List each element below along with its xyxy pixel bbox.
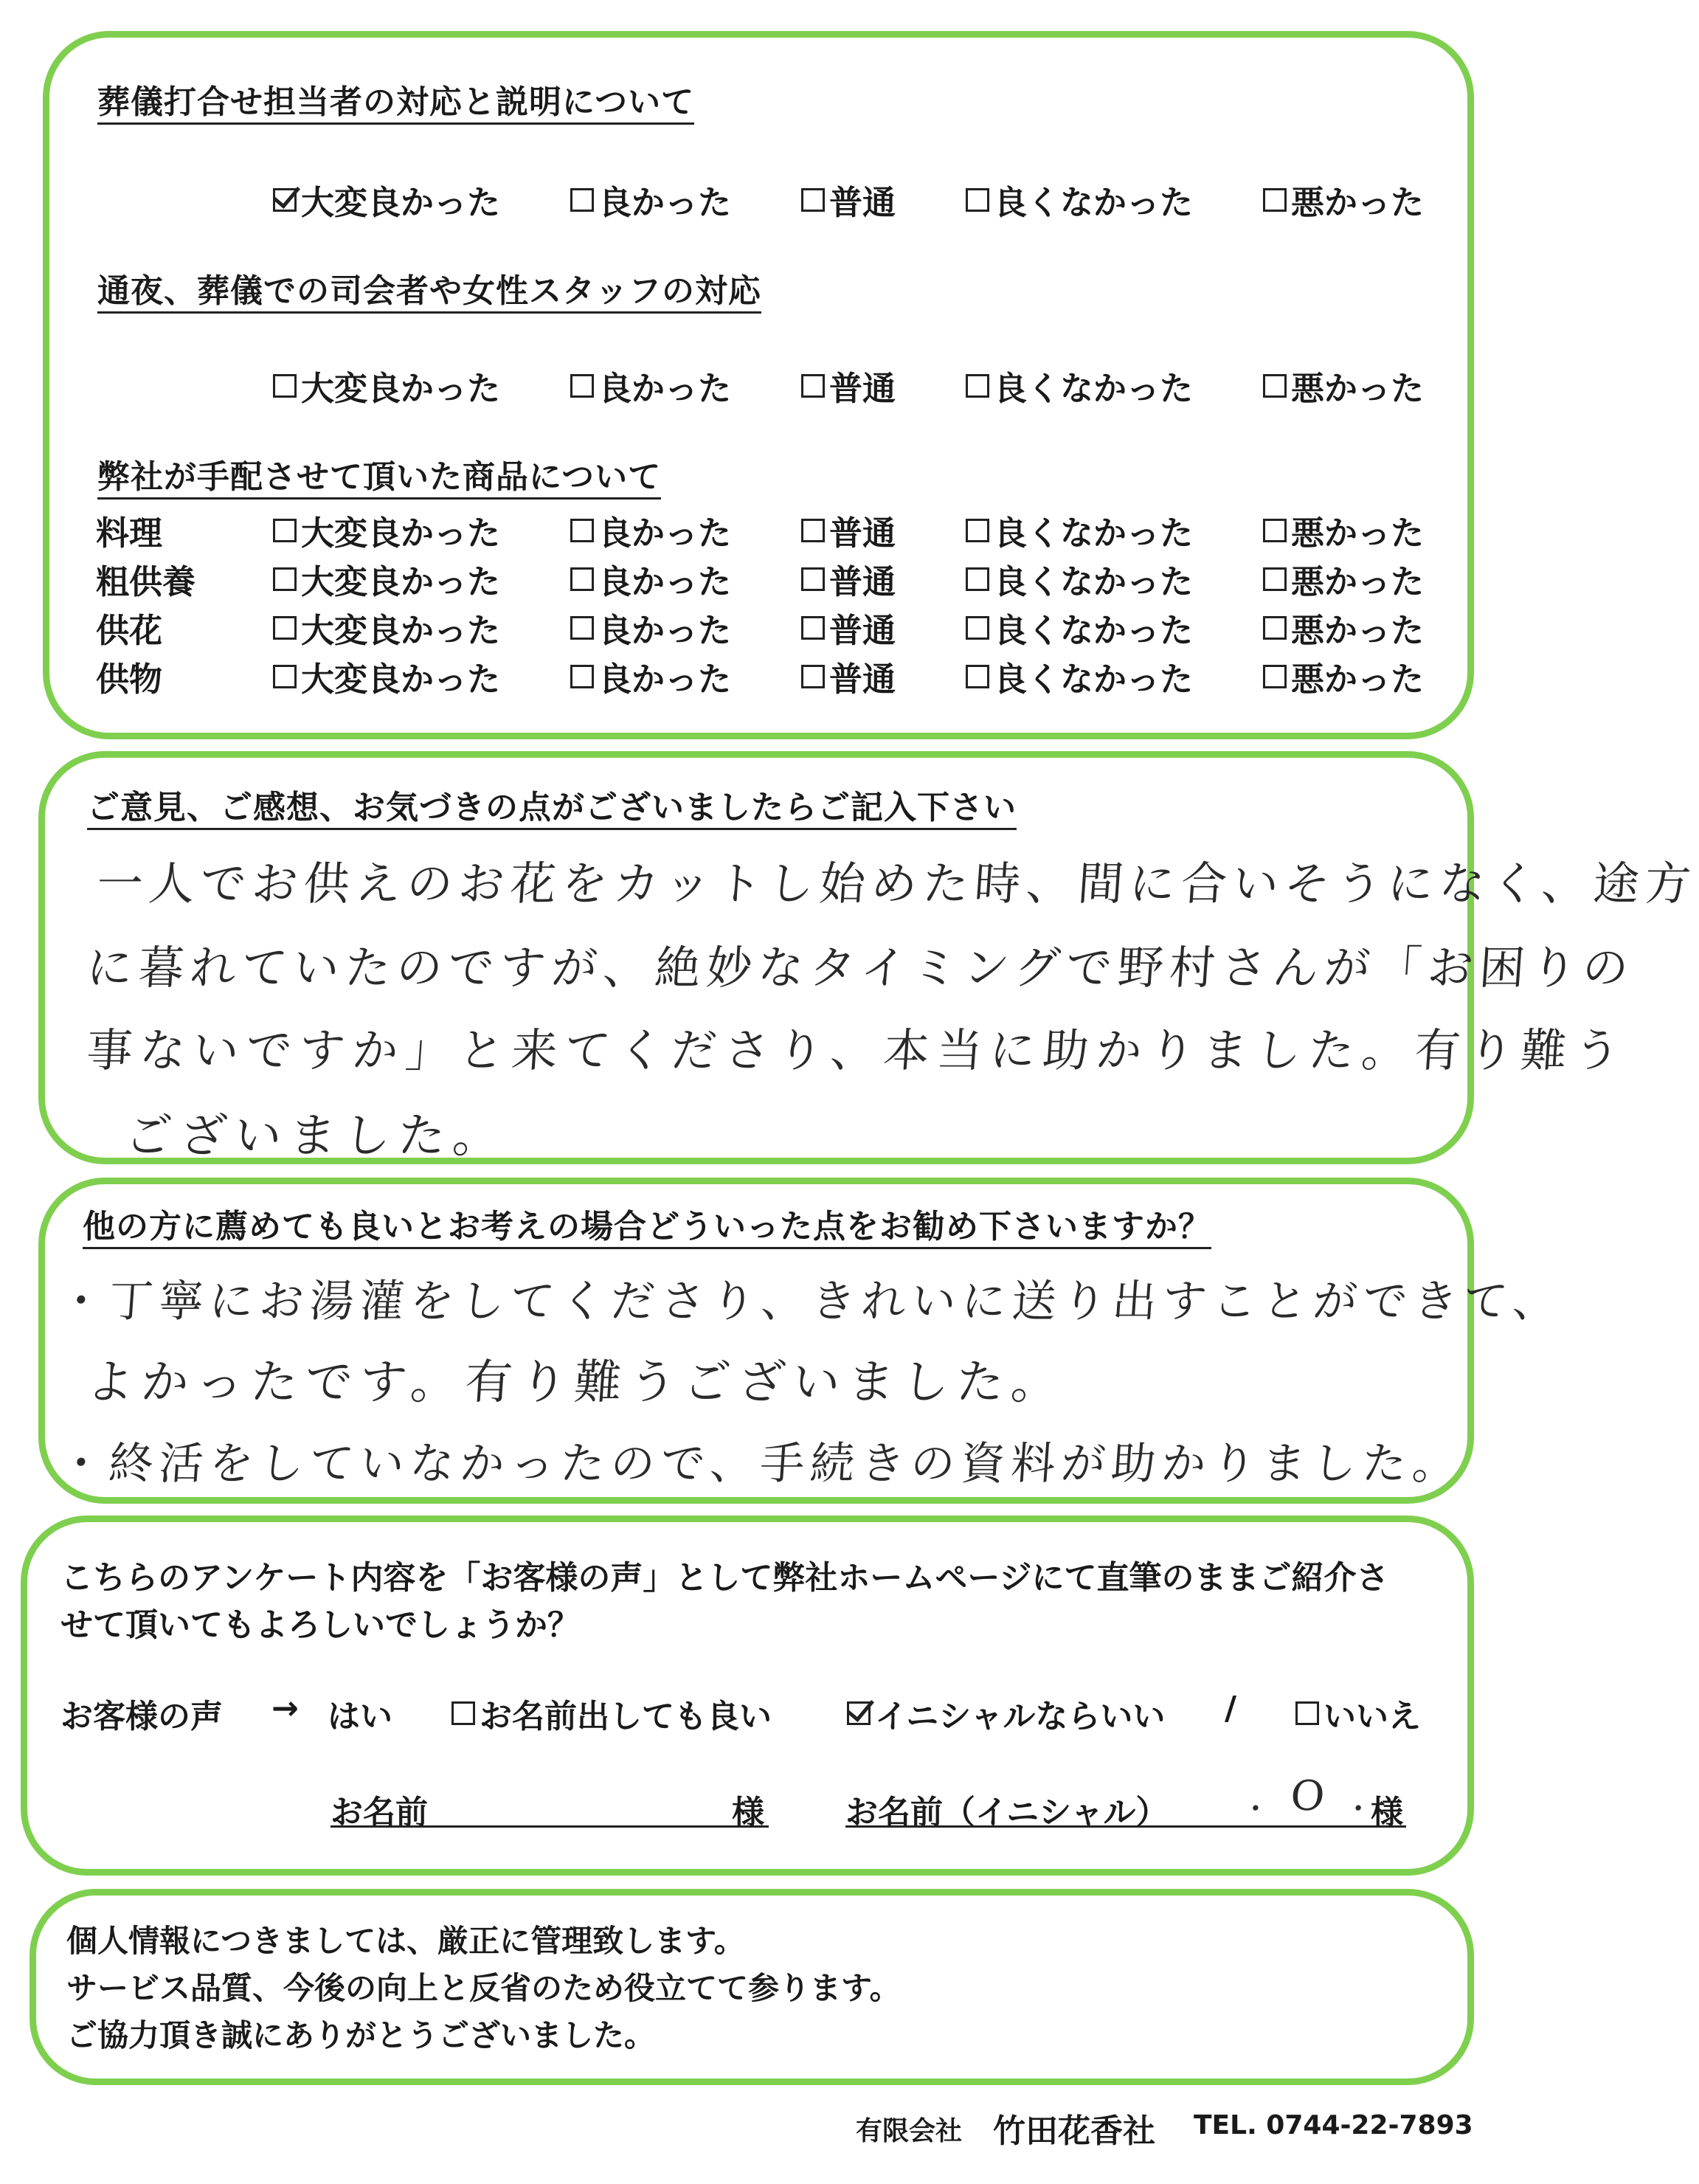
consent-text-1: こちらのアンケート内容を「お客様の声」として弊社ホームページにて直筆のままご紹介さ xyxy=(60,1559,1389,1597)
comment-line-2: に暮れていたのですが、絶妙なタイミングで野村さんが「お困りの xyxy=(85,941,1636,995)
rating-row-offerings xyxy=(273,652,1424,700)
privacy-line-2: サービス品質、今後の向上と反省のため役立てて参ります。 xyxy=(66,1970,901,2006)
recommend-line-3: ・終活をしていなかったので、手続きの資料が助かりました。 xyxy=(57,1438,1464,1490)
checkbox-icon[interactable] xyxy=(966,567,989,591)
option-bad[interactable]: 悪かった xyxy=(1263,652,1424,700)
item-label-gift: 粗供養 xyxy=(96,562,196,601)
checkbox-icon[interactable] xyxy=(966,616,989,640)
option-not-good[interactable]: 良くなかった xyxy=(966,506,1193,554)
initial-value: . O . xyxy=(1248,1772,1375,1820)
option-normal[interactable]: 普通 xyxy=(801,604,896,652)
checkbox-icon[interactable] xyxy=(801,665,825,688)
option-good[interactable]: 良かった xyxy=(570,506,731,554)
privacy-line-1: 個人情報につきましては、厳正に管理致します。 xyxy=(66,1923,745,1959)
checkbox-icon[interactable] xyxy=(1263,665,1287,688)
rating-row-food xyxy=(273,506,1424,554)
option-very-good[interactable]: 大変良かった xyxy=(273,604,500,652)
checked-checkbox-icon[interactable] xyxy=(847,1701,871,1725)
option-very-good[interactable]: 大変良かった xyxy=(273,506,500,554)
option-good[interactable]: 良かった xyxy=(570,652,731,700)
question-staff-explanation: 葬儀打合せ担当者の対応と説明について xyxy=(97,83,694,125)
checkbox-icon[interactable] xyxy=(273,665,297,688)
option-normal[interactable]: 普通 xyxy=(801,652,896,700)
checkbox-icon[interactable] xyxy=(273,374,297,398)
option-not-good[interactable]: 良くなかった xyxy=(966,362,1193,410)
name-underline xyxy=(331,1825,769,1828)
checkbox-icon[interactable] xyxy=(1295,1701,1319,1725)
initial-label: お名前（イニシャル） xyxy=(845,1794,1169,1831)
initial-underline xyxy=(845,1825,1406,1828)
yes-label: はい xyxy=(328,1698,392,1735)
item-label-food: 料理 xyxy=(96,514,163,553)
checkbox-icon[interactable] xyxy=(966,374,989,398)
checkbox-icon[interactable] xyxy=(966,665,989,688)
checkbox-icon[interactable] xyxy=(801,188,825,212)
option-normal[interactable]: 普通 xyxy=(801,506,896,554)
checkbox-icon[interactable] xyxy=(966,188,989,212)
checkbox-icon[interactable] xyxy=(801,519,825,542)
checkbox-icon[interactable] xyxy=(1263,616,1287,640)
item-label-flowers: 供花 xyxy=(96,611,163,650)
option-normal[interactable]: 普通 xyxy=(801,176,896,224)
checkbox-icon[interactable] xyxy=(801,374,825,398)
privacy-line-3: ご協力頂き誠にありがとうございました。 xyxy=(66,2017,656,2053)
rating-row-flowers xyxy=(273,604,1424,652)
rating-row-staff xyxy=(273,176,1424,224)
option-good[interactable]: 良かった xyxy=(570,604,731,652)
option-not-good[interactable]: 良くなかった xyxy=(966,555,1193,603)
name-label: お名前 xyxy=(331,1794,428,1831)
checkbox-icon[interactable] xyxy=(570,374,594,398)
company-tel: TEL. 0744-22-7893 xyxy=(1194,2110,1473,2140)
checkbox-icon[interactable] xyxy=(451,1701,475,1725)
option-not-good[interactable]: 良くなかった xyxy=(966,604,1193,652)
company-type: 有限会社 xyxy=(856,2116,963,2146)
option-bad[interactable]: 悪かった xyxy=(1263,555,1424,603)
checkbox-icon[interactable] xyxy=(570,665,594,688)
option-initial-ok[interactable]: イニシャルならいい xyxy=(847,1690,1165,1737)
option-very-good[interactable]: 大変良かった xyxy=(273,176,500,224)
comment-line-3: 事ないですか」と来てくださり、本当に助かりました。有り難う xyxy=(85,1023,1630,1077)
consent-text-2: せて頂いてもよろしいでしょうか？ xyxy=(60,1606,580,1644)
option-bad[interactable]: 悪かった xyxy=(1263,176,1424,224)
recommend-question: 他の方に薦めても良いとお考えの場合どういった点をお勧め下さいますか？ xyxy=(83,1207,1211,1249)
checkbox-icon[interactable] xyxy=(1263,374,1287,398)
option-bad[interactable]: 悪かった xyxy=(1263,362,1424,410)
option-normal[interactable]: 普通 xyxy=(801,362,896,410)
checkbox-icon[interactable] xyxy=(570,188,594,212)
checkbox-icon[interactable] xyxy=(801,616,825,640)
checkbox-icon[interactable] xyxy=(273,519,297,542)
checkbox-icon[interactable] xyxy=(273,616,297,640)
option-bad[interactable]: 悪かった xyxy=(1263,604,1424,652)
comments-question: ご意見、ご感想、お気づきの点がございましたらご記入下さい xyxy=(87,788,1017,830)
option-good[interactable]: 良かった xyxy=(570,176,731,224)
arrow-right-icon: → xyxy=(271,1690,299,1727)
option-normal[interactable]: 普通 xyxy=(801,555,896,603)
checkbox-icon[interactable] xyxy=(570,567,594,591)
option-very-good[interactable]: 大変良かった xyxy=(273,555,500,603)
separator-slash: / xyxy=(1225,1690,1237,1727)
rating-row-gift xyxy=(273,555,1424,603)
option-not-good[interactable]: 良くなかった xyxy=(966,652,1193,700)
option-good[interactable]: 良かった xyxy=(570,555,731,603)
checkbox-icon[interactable] xyxy=(1263,567,1287,591)
recommend-line-1: ・丁寧にお湯灌をしてくださり、きれいに送り出すことができて、 xyxy=(57,1276,1565,1327)
question-mc-staff: 通夜、葬儀での司会者や女性スタッフの対応 xyxy=(97,272,761,314)
company-name: 竹田花香社 xyxy=(993,2112,1155,2150)
option-very-good[interactable]: 大変良かった xyxy=(273,362,500,410)
customer-voice-label: お客様の声 xyxy=(60,1698,223,1735)
option-not-good[interactable]: 良くなかった xyxy=(966,176,1193,224)
option-good[interactable]: 良かった xyxy=(570,362,731,410)
checkbox-icon[interactable] xyxy=(1263,519,1287,542)
comment-line-4: ございました。 xyxy=(122,1109,510,1164)
initial-sama: 様 xyxy=(1371,1794,1403,1831)
checkbox-icon[interactable] xyxy=(570,616,594,640)
checkbox-icon[interactable] xyxy=(1263,188,1287,212)
option-no[interactable]: いいえ xyxy=(1295,1690,1421,1737)
checkbox-icon[interactable] xyxy=(273,567,297,591)
question-products: 弊社が手配させて頂いた商品について xyxy=(97,457,661,500)
checkbox-icon[interactable] xyxy=(570,519,594,542)
comment-line-1: 一人でお供えのお花をカットし始めた時、間に合いそうになく、途方 xyxy=(95,857,1699,910)
checkbox-icon[interactable] xyxy=(966,519,989,542)
item-label-offerings: 供物 xyxy=(96,660,163,699)
recommend-line-2: よかったです。有り難うございました。 xyxy=(84,1355,1068,1410)
option-very-good[interactable]: 大変良かった xyxy=(273,652,500,700)
option-name-ok[interactable]: お名前出しても良い xyxy=(451,1690,772,1737)
option-bad[interactable]: 悪かった xyxy=(1263,506,1424,554)
rating-row-mc xyxy=(273,362,1424,410)
name-sama: 様 xyxy=(732,1794,764,1831)
checked-checkbox-icon[interactable] xyxy=(273,188,297,212)
checkbox-icon[interactable] xyxy=(801,567,825,591)
